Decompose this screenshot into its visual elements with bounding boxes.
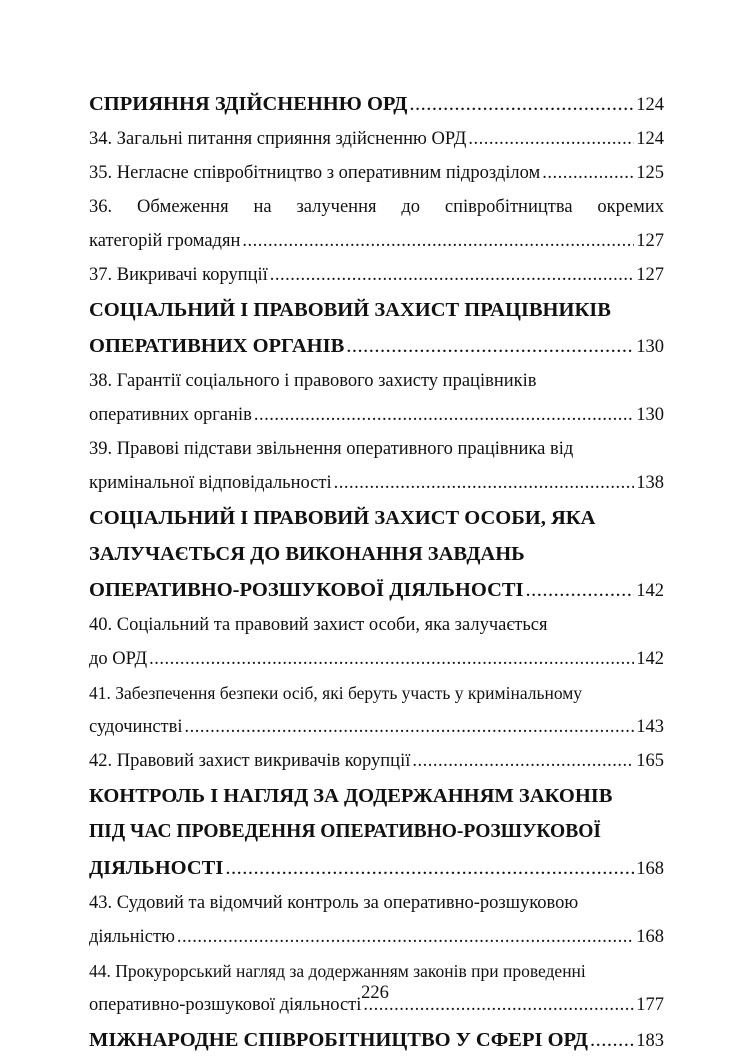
toc-entry-title: 37. Викривачі корупції — [89, 265, 268, 285]
toc-entry-title-cont: оперативно-розшукової діяльності — [89, 995, 362, 1015]
toc-page-number: 168 — [636, 859, 664, 879]
toc-section-title: МІЖНАРОДНЕ СПІВРОБІТНИЦТВО У СФЕРІ ОРД — [89, 1029, 588, 1051]
toc-page-number: 124 — [636, 129, 664, 149]
toc-section-entry[interactable] — [89, 850, 664, 886]
toc-entry-title: 41. Забезпечення безпеки осіб, які беруть участь у кримінальному — [89, 683, 583, 703]
toc-page-number: 165 — [636, 751, 664, 771]
toc-page-number: 138 — [636, 473, 664, 493]
toc-section-title-cont: ЗАЛУЧАЄТЬСЯ ДО ВИКОНАННЯ ЗАВДАНЬ — [89, 543, 525, 565]
toc-entry[interactable] — [89, 466, 664, 500]
toc-entry-title: 44. Прокурорський нагляд за додержанням законів при проведенні — [89, 961, 586, 981]
toc-page-number: 183 — [636, 1031, 664, 1051]
toc-page-number: 127 — [636, 231, 664, 251]
toc-entry-title: 43. Судовий та відомчий контроль за оперативно-розшуковою — [89, 893, 579, 913]
toc-page-number: 168 — [636, 927, 664, 947]
toc-leader-dots — [590, 1022, 634, 1058]
toc-section-entry[interactable] — [89, 1022, 664, 1058]
toc-section-title-cont: ДІЯЛЬНОСТІ — [89, 857, 224, 879]
toc-entry-line[interactable] — [89, 676, 664, 710]
toc-entry-title-cont: судочинстві — [89, 717, 183, 737]
toc-leader-dots — [177, 920, 634, 954]
toc-section-entry-line[interactable] — [89, 536, 664, 572]
toc-section-entry[interactable] — [89, 328, 664, 364]
toc-page-number: 127 — [636, 265, 664, 285]
toc-entry-title: 40. Соціальний та правовий захист особи, яка залучається — [89, 615, 548, 635]
toc-entry-title: 36. Обмеження на залучення до співробітництва окремих — [89, 197, 664, 217]
toc-page-number: 143 — [636, 717, 664, 737]
toc-leader-dots — [468, 122, 634, 156]
toc-leader-dots — [526, 572, 635, 608]
toc-entry-line[interactable] — [89, 608, 664, 642]
toc-page-number: 125 — [636, 163, 664, 183]
toc-section-title-cont: ПІД ЧАС ПРОВЕДЕННЯ ОПЕРАТИВНО-РОЗШУКОВОЇ — [89, 821, 601, 842]
toc-page-number: 130 — [636, 337, 664, 357]
toc-leader-dots — [149, 642, 634, 676]
toc-page-number: 142 — [636, 649, 664, 669]
toc-entry-title: 35. Негласне співробітництво з оперативним підрозділом — [89, 163, 541, 183]
toc-section-entry[interactable] — [89, 572, 664, 608]
toc-entry[interactable] — [89, 920, 664, 954]
toc-section-title: СПРИЯННЯ ЗДІЙСНЕННЮ ОРД — [89, 93, 408, 115]
page-number: 226 — [361, 983, 389, 1003]
toc-leader-dots — [409, 86, 634, 122]
toc-section-title-cont: ОПЕРАТИВНО-РОЗШУКОВОЇ ДІЯЛЬНОСТІ — [89, 579, 524, 601]
toc-entry-title-cont: діяльністю — [89, 927, 175, 947]
toc-section-entry-line[interactable] — [89, 778, 664, 814]
toc-entry-title: 39. Правові підстави звільнення оперативного працівника від — [89, 439, 574, 459]
toc-section-title-cont: ОПЕРАТИВНИХ ОРГАНІВ — [89, 335, 345, 357]
toc-entry[interactable] — [89, 710, 664, 744]
toc-section-entry-line[interactable] — [89, 292, 664, 328]
toc-leader-dots — [334, 466, 635, 500]
toc-section-entry-line[interactable] — [89, 500, 664, 536]
toc-entry-title-cont: оперативних органів — [89, 405, 252, 425]
toc-leader-dots — [270, 258, 634, 292]
toc-leader-dots — [185, 710, 635, 744]
toc-entry-line[interactable] — [89, 432, 664, 466]
toc-entry-line[interactable] — [89, 190, 664, 224]
toc-leader-dots — [225, 850, 634, 886]
toc-entry[interactable] — [89, 122, 664, 156]
toc-leader-dots — [346, 328, 634, 364]
toc-entry-title-cont: кримінальної відповідальності — [89, 473, 332, 493]
toc-page-number: 142 — [636, 581, 664, 601]
toc-section-title: СОЦІАЛЬНИЙ І ПРАВОВИЙ ЗАХИСТ ПРАЦІВНИКІВ — [89, 299, 611, 321]
toc-entry-title-cont: категорій громадян — [89, 231, 241, 251]
toc-entry-title: 42. Правовий захист викривачів корупції — [89, 751, 411, 771]
toc-section-entry[interactable] — [89, 86, 664, 122]
toc-entry-title: 38. Гарантії соціального і правового захисту працівників — [89, 371, 537, 391]
toc-entry[interactable] — [89, 224, 664, 258]
toc-leader-dots — [412, 744, 634, 778]
toc-leader-dots — [242, 224, 634, 258]
toc-section-entry-line[interactable] — [89, 814, 664, 850]
toc-entry-line[interactable] — [89, 364, 664, 398]
toc-entry[interactable] — [89, 398, 664, 432]
toc-entry[interactable] — [89, 642, 664, 676]
toc-section-title: КОНТРОЛЬ І НАГЛЯД ЗА ДОДЕРЖАННЯМ ЗАКОНІВ — [89, 785, 613, 807]
toc-page-number: 130 — [636, 405, 664, 425]
toc-leader-dots — [542, 156, 634, 190]
toc-section-title: СОЦІАЛЬНИЙ І ПРАВОВИЙ ЗАХИСТ ОСОБИ, ЯКА — [89, 507, 596, 529]
toc-entry[interactable] — [89, 744, 664, 778]
toc-entry[interactable] — [89, 156, 664, 190]
toc-entry-title-cont: до ОРД — [89, 649, 148, 669]
table-of-contents — [89, 86, 664, 1058]
toc-entry-title: 34. Загальні питання сприяння здійсненню ОРД — [89, 129, 467, 149]
toc-entry[interactable] — [89, 258, 664, 292]
toc-entry-line[interactable] — [89, 886, 664, 920]
toc-page-number: 124 — [636, 95, 664, 115]
toc-page-number: 177 — [636, 995, 664, 1015]
toc-leader-dots — [254, 398, 634, 432]
